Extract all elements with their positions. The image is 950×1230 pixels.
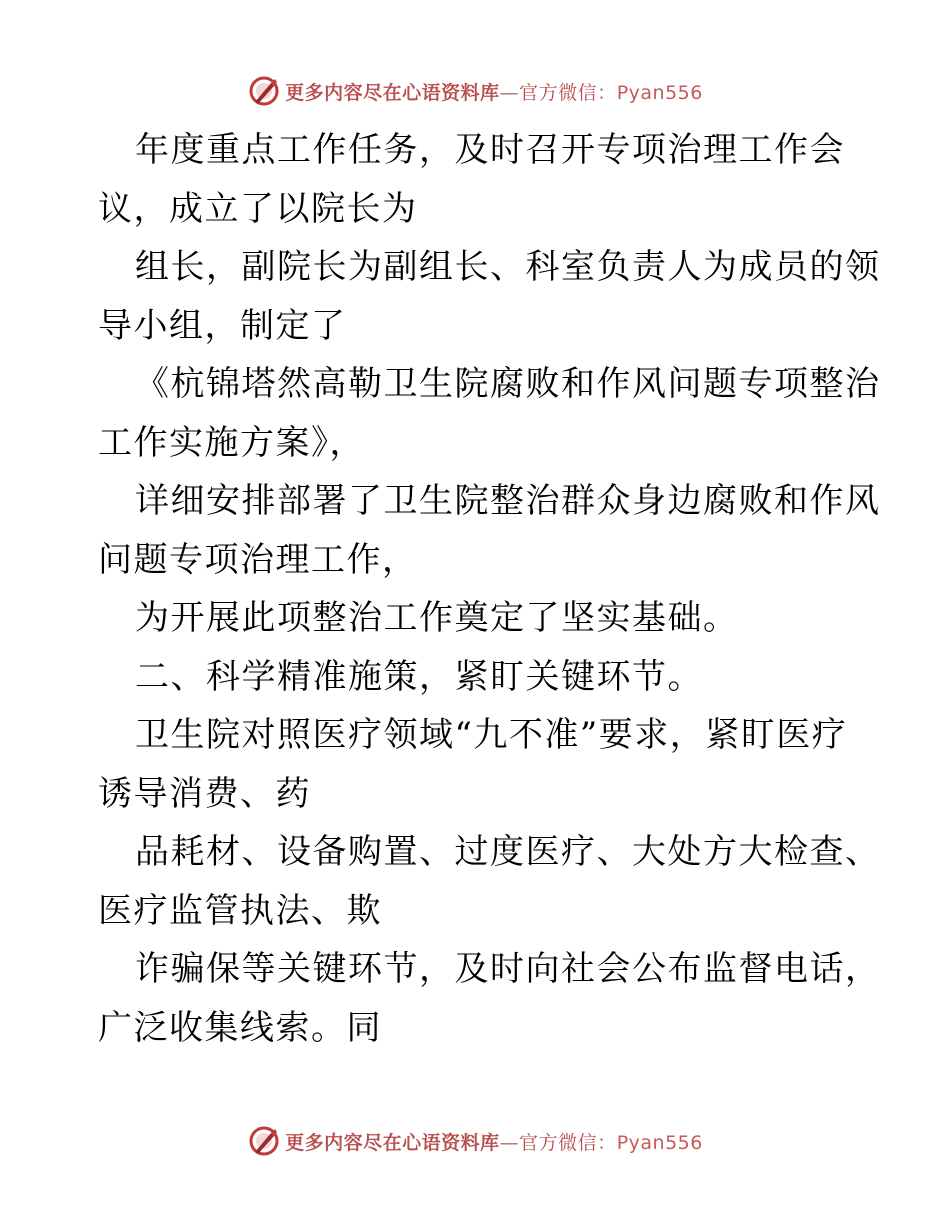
watermark-separator: —	[499, 81, 520, 104]
watermark-id: Pyan556	[616, 1131, 703, 1154]
text-line: 年度重点工作任务，及时召开专项治理工作会	[135, 130, 845, 170]
pen-logo-icon	[247, 74, 281, 108]
watermark-id: Pyan556	[616, 81, 703, 104]
watermark-brand: 更多内容尽在心语资料库	[285, 1131, 500, 1154]
text-line: 议，成立了以院长为	[98, 188, 418, 229]
document-body	[98, 121, 881, 1057]
text-line: 二、科学精准施策，紧盯关键环节。	[135, 656, 703, 697]
text-line: 导小组，制定了	[98, 305, 347, 346]
watermark-label: 官方微信：	[519, 81, 617, 104]
text-line: 《杭锦塔然高勒卫生院腐败和作风问题专项整治	[135, 364, 881, 404]
text-line: 详细安排部署了卫生院整治群众身边腐败和作风	[135, 481, 881, 521]
pen-logo-icon	[247, 1124, 281, 1158]
text-line: 工作实施方案》，	[98, 422, 365, 463]
text-line: 医疗监管执法、欺	[98, 890, 382, 931]
text-line: 诈骗保等关键环节，及时向社会公布监督电话，	[135, 949, 881, 989]
text-line: 组长，副院长为副组长、科室负责人为成员的领	[135, 247, 881, 287]
text-line: 卫生院对照医疗领域“九不准”要求，紧盯医疗	[135, 715, 848, 755]
text-line: 为开展此项整治工作奠定了坚实基础。	[135, 598, 739, 638]
header-watermark	[0, 71, 950, 111]
watermark-text	[285, 78, 703, 105]
watermark-separator: —	[499, 1131, 520, 1154]
watermark-text	[285, 1128, 703, 1155]
footer-watermark	[0, 1121, 950, 1161]
text-line: 广泛收集线索。同	[98, 1007, 382, 1048]
text-line: 诱导消费、药	[98, 773, 311, 814]
watermark-brand: 更多内容尽在心语资料库	[285, 81, 500, 104]
text-line: 品耗材、设备购置、过度医疗、大处方大检查、	[135, 832, 881, 872]
text-line: 问题专项治理工作，	[98, 539, 418, 580]
watermark-label: 官方微信：	[519, 1131, 617, 1154]
